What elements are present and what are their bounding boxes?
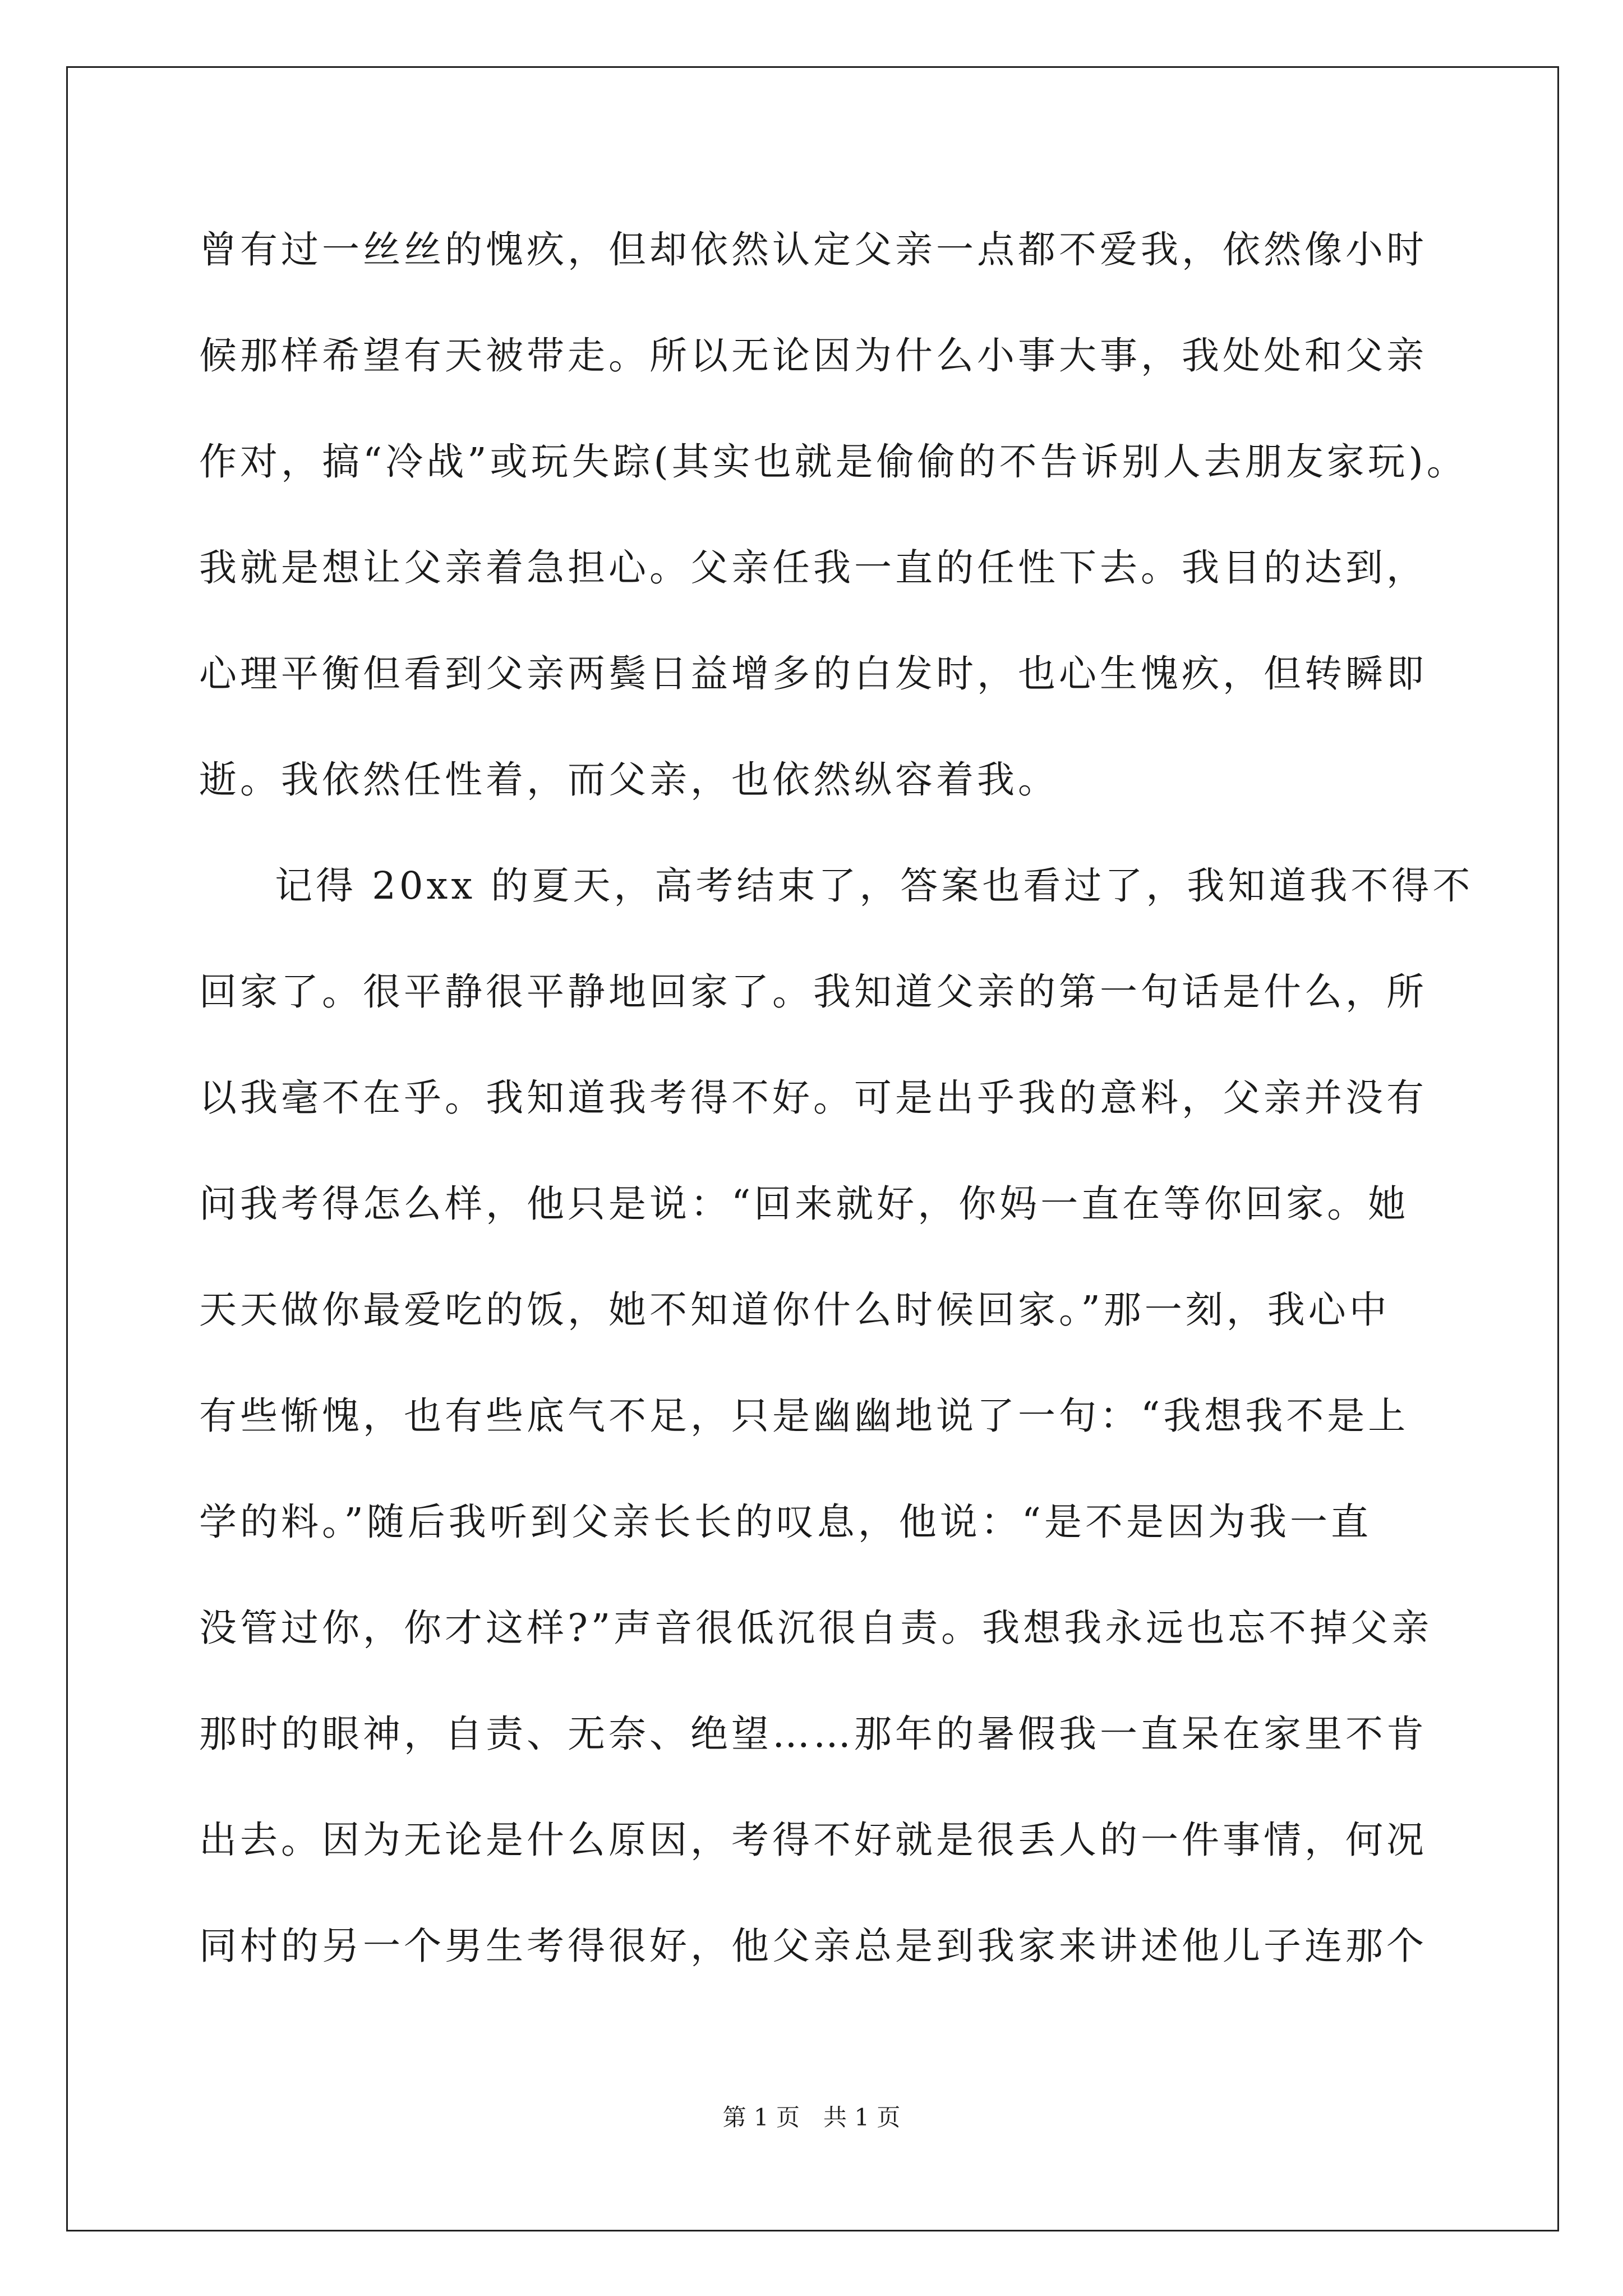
text-line: 以我毫不在乎。我知道我考得不好。可是出乎我的意料，父亲并没有 [199,1076,1427,1120]
text-line: 没管过你，你才这样?”声音很低沉很自责。我想我永远也忘不掉父亲 [199,1606,1433,1650]
text-line: 同村的另一个男生考得很好，他父亲总是到我家来讲述他儿子连那个 [199,1924,1427,1968]
text-line: 问我考得怎么样，他只是说：“回来就好，你妈一直在等你回家。她 [199,1182,1409,1226]
text-line: 回家了。很平静很平静地回家了。我知道父亲的第一句话是什么，所 [199,970,1427,1014]
text-line: 曾有过一丝丝的愧疚，但却依然认定父亲一点都不爱我，依然像小时 [199,228,1427,272]
paragraph-first-line: 记得 20xx 的夏天，高考结束了，答案也看过了，我知道我不得不 [275,864,1474,908]
text-line: 作对，搞“冷战”或玩失踪(其实也就是偷偷的不告诉别人去朋友家玩)。 [199,440,1468,484]
page-number-footer: 第 1 页 共 1 页 [722,2104,901,2131]
text-line: 学的料。”随后我听到父亲长长的叹息，他说：“是不是因为我一直 [199,1500,1372,1544]
text-line: 逝。我依然任性着，而父亲，也依然纵容着我。 [199,758,1059,802]
text-line: 心理平衡但看到父亲两鬓日益增多的白发时，也心生愧疚，但转瞬即 [199,652,1427,696]
text-line: 候那样希望有天被带走。所以无论因为什么小事大事，我处处和父亲 [199,334,1427,378]
text-line: 有些惭愧，也有些底气不足，只是幽幽地说了一句：“我想我不是上 [199,1394,1409,1438]
text-line: 天天做你最爱吃的饭，她不知道你什么时候回家。”那一刻，我心中 [199,1288,1390,1332]
text-line: 那时的眼神，自责、无奈、绝望……那年的暑假我一直呆在家里不肯 [199,1712,1427,1756]
text-line: 我就是想让父亲着急担心。父亲任我一直的任性下去。我目的达到， [199,546,1427,590]
document-body [199,208,1474,2010]
text-line: 出去。因为无论是什么原因，考得不好就是很丢人的一件事情，何况 [199,1818,1427,1862]
